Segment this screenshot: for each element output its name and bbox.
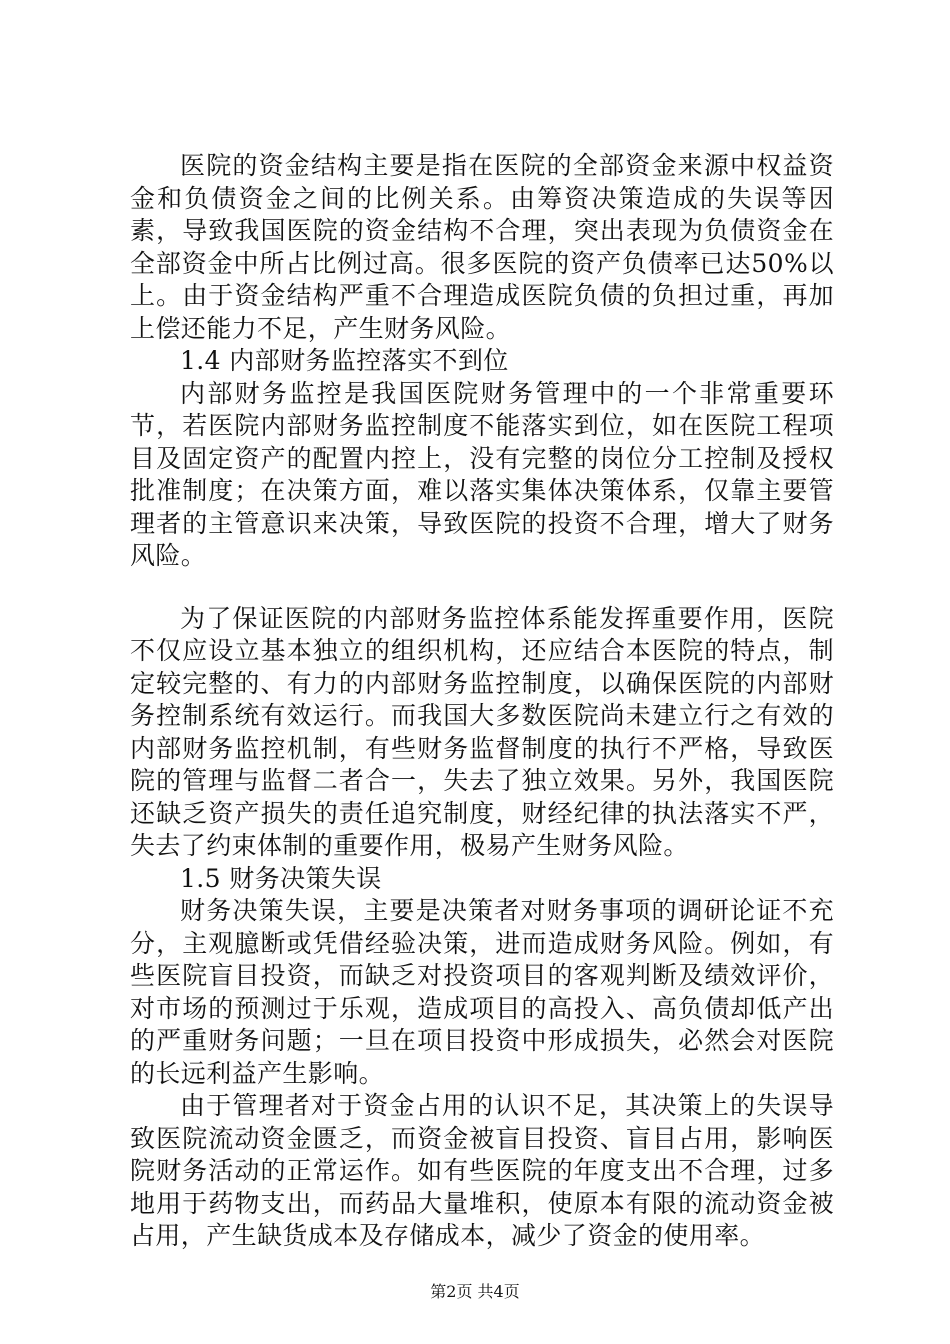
section-heading-1-4: 1.4 内部财务监控落实不到位	[180, 346, 509, 375]
paragraph-capital-structure: 医院的资金结构主要是指在医院的全部资金来源中权益资金和负债资金之间的比例关系。由筹资决策造成的失误等因素，导致我国医院的资金结构不合理，突出表现为负债资金在全部资金中所占比例过高。很多医院的资产负债率已达50%以上。由于资金结构严重不合理造成医院负债的负担过重，再加上偿还能力不足，产生财务风险。	[130, 151, 834, 343]
paragraph-working-capital: 由于管理者对于资金占用的认识不足，其决策上的失误导致医院流动资金匮乏，而资金被盲目投资、盲目占用，影响医院财务活动的正常运作。如有些医院的年度支出不合理，过多地用于药物支出，而药品大量堆积，使原本有限的流动资金被占用，产生缺货成本及存储成本，减少了资金的使用率。	[130, 1091, 834, 1250]
section-heading-1-5: 1.5 财务决策失误	[180, 863, 382, 893]
paragraph-spacer	[130, 573, 834, 603]
paragraph-decision-errors: 财务决策失误，主要是决策者对财务事项的调研论证不充分，主观臆断或凭借经验决策，进而造成财务风险。例如，有些医院盲目投资，而缺乏对投资项目的客观判断及绩效评价，对市场的预测过于乐观，造成项目的高投入、高负债却低产出的严重财务问题；一旦在项目投资中形成损失，必然会对医院的长远利益产生影响。	[130, 896, 834, 1088]
paragraph-internal-monitoring: 内部财务监控是我国医院财务管理中的一个非常重要环节，若医院内部财务监控制度不能落实到位，如在医院工程项目及固定资产的配置内控上，没有完整的岗位分工控制及授权批准制度；在决策方面，难以落实集体决策体系，仅靠主要管理者的主管意识来决策，导致医院的投资不合理，增大了财务风险。	[130, 378, 834, 570]
page-footer: 第2页 共4页	[430, 1282, 520, 1301]
paragraph-monitoring-system: 为了保证医院的内部财务监控体系能发挥重要作用，医院不仅应设立基本独立的组织机构，还应结合本医院的特点，制定较完整的、有力的内部财务监控制度，以确保医院的内部财务控制系统有效运行。而我国大多数医院尚未建立行之有效的内部财务监控机制，有些财务监督制度的执行不严格，导致医院的管理与监督二者合一，失去了独立效果。另外，我国医院还缺乏资产损失的责任追究制度，财经纪律的执法落实不严，失去了约束体制的重要作用，极易产生财务风险。	[130, 603, 834, 860]
document-body	[130, 150, 834, 1253]
